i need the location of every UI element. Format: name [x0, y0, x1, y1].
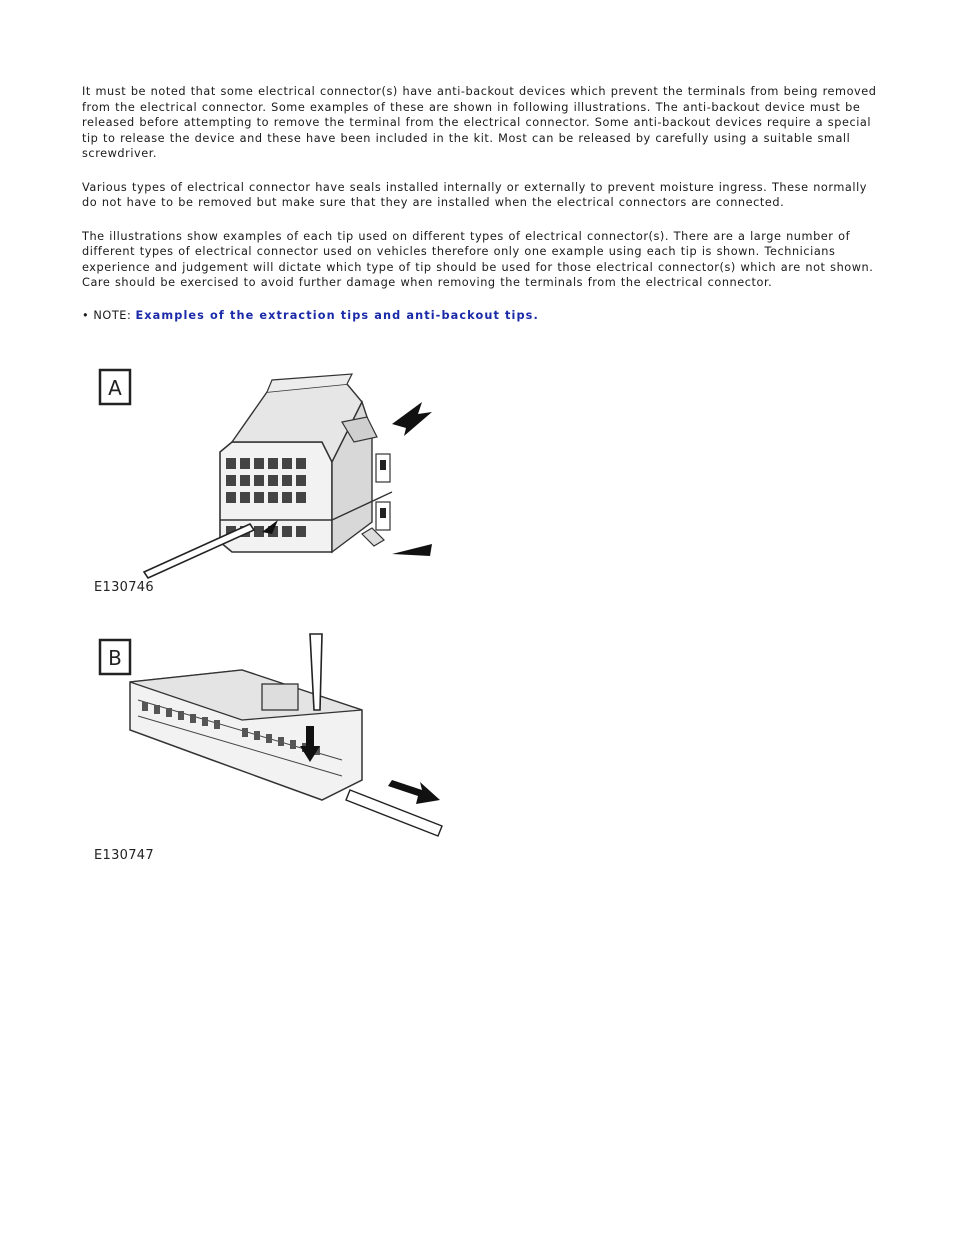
figure-b: [92, 630, 452, 862]
note-text: Examples of the extraction tips and anti-backout tips.: [135, 308, 539, 322]
note-bullet: •: [82, 308, 90, 322]
figure-b-ref: E130747: [94, 848, 154, 863]
figure-a: [92, 362, 452, 598]
figure-b-illustration: [92, 630, 452, 862]
paragraph-illustrations: The illustrations show examples of each tip used on different types of electrical connector(s). There are a large number of different types of electrical connector used on vehicles therefore only one example using each tip is shown. Technicians experience and judgement will dictate which type of tip should be used for those electrical connector(s) which are not shown. Care should be exercised to avoid further damage when removing the terminals from the electrical connector.: [82, 229, 874, 289]
figure-a-letter: A: [108, 376, 122, 400]
figure-a-illustration: [92, 362, 452, 598]
figure-a-ref: E130746: [94, 580, 154, 595]
figure-b-letter: B: [108, 646, 122, 670]
paragraph-anti-backout: It must be noted that some electrical connector(s) have anti-backout devices which prevent the terminals from being removed from the electrical connector. Some examples of these are shown in following illustrations. The anti-backout device must be released before attempting to remove the terminal from the electrical connector. Some anti-backout devices require a special tip to release the device and these have been included in the kit. Most can be released by carefully using a suitable small screwdriver.: [82, 85, 877, 160]
note: [82, 309, 882, 322]
paragraph-seals: Various types of electrical connector have seals installed internally or externally to prevent moisture ingress. These normally do not have to be removed but make sure that they are installed when the electrical connectors are connected.: [82, 180, 868, 209]
document-body: [82, 84, 882, 322]
note-label: NOTE:: [93, 308, 132, 322]
